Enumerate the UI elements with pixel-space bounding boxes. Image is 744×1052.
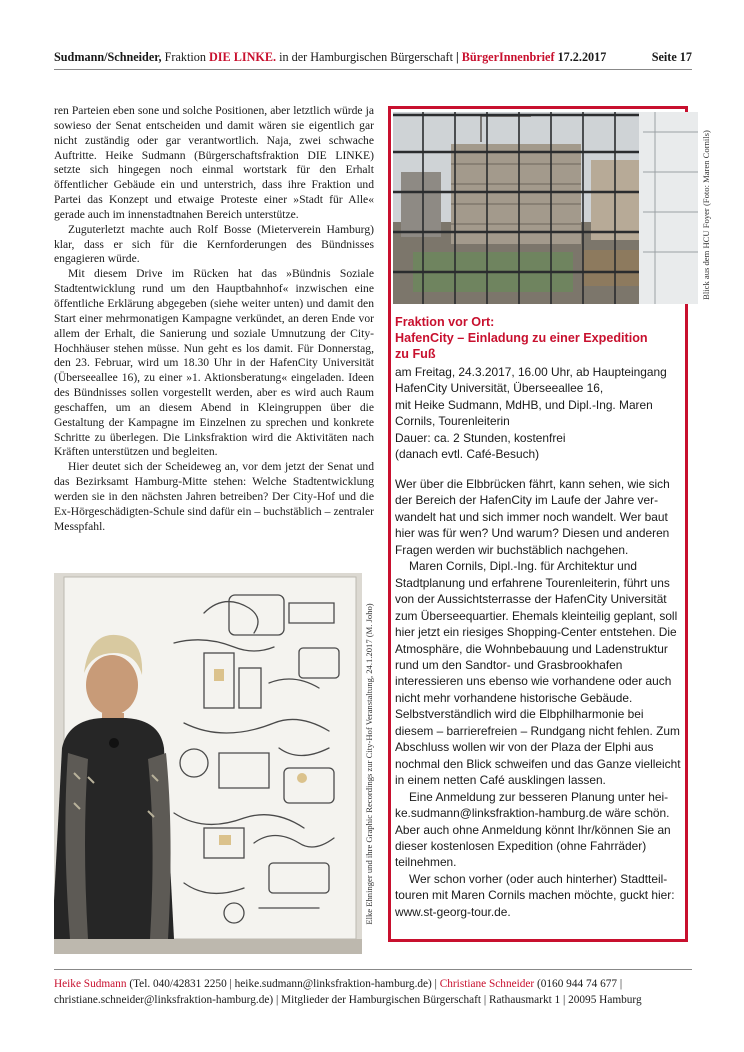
event-paragraph: Wer schon vorher (oder auch hinterher) Stadtteiltouren mit Maren Cornils machen möchte, guckt hier: www.st-georg-tour.de. — [395, 871, 675, 919]
event-paragraph: Maren Cornils, Dipl.-Ing. für Architektur und Stadtplanung und erfahrene Tourenleiterin, führt uns von der Aussichtsterrasse der HafenCity Universität zum Überseequartier. Ehemals kleinteilig geplant, soll hier jetzt ein riesiges Shopping-Center entstehen. Die Atmosphäre, die Wohnbebauung und Ladenstruktur rund um den Sandtor- und Grasbrookhafen interessieren uns ebenso wie vorhandene oder auch nicht mehr vorhandene historische Gebäude. Selbstverständlich wird die Elbphilharmonie bei diesem – barrierefreien – Rundgang nicht fehlen. Zum Abschluss wollen wir von der Plaza der Elphi aus nochmal den Blick schweifen und das Ganze vielleicht in einem netten Café ausklingen lassen. — [395, 559, 681, 788]
event-info-line: Dauer: ca. 2 Stunden, kostenfrei — [395, 430, 566, 445]
header-separator: | — [456, 50, 459, 64]
event-info-line: (danach evtl. Café-Besuch) — [395, 447, 540, 462]
event-info-line: mit Heike Sudmann, MdHB, und Dipl.-Ing. Maren — [395, 397, 653, 412]
event-paragraph: Eine Anmeldung zur besseren Planung unter heike.sudmann@linksfraktion-hamburg.de wäre schön. Aber auch ohne Anmeldung könnt Ihr/können Sie an dieser kostenlosen Expedition (ohne Fahrräder) teilnehmen. — [395, 789, 671, 870]
header-names: Sudmann/Schneider, — [54, 50, 162, 64]
event-title — [395, 314, 685, 363]
event-title-line: HafenCity – Einladung zu einer Expedition — [395, 331, 648, 346]
photo-bottom-caption: Elke Ehninger und ihre Graphic Recordings zur City-Hof Veranstaltung, 24.1.2017 (M. Joho) — [364, 602, 374, 925]
footer-name-schneider: Christiane Schneider — [439, 978, 535, 990]
graphic-recording-illustration — [54, 573, 362, 954]
photo-hafencity-view — [393, 112, 698, 304]
party-name: DIE LINKE. — [209, 50, 277, 64]
article-paragraph: Hier deutet sich der Scheideweg an, vor dem jetzt der Senat und das Bezirksamt Hamburg-Mitte stehen: Welche Stadtentwicklung werden sie in den nächsten Jahren betreiben? Der City-Hof und die Ex-Hörgeschädigten-Schule sind dafür ein – buchstäblich – zentraler Messpfahl. — [54, 460, 374, 533]
header-date: 17.2.2017 — [557, 50, 607, 64]
page-number: Seite 17 — [651, 50, 692, 64]
footer-name-sudmann: Heike Sudmann — [54, 978, 127, 990]
event-info-line: am Freitag, 24.3.2017, 16.00 Uhr, ab Haupteingang — [395, 365, 667, 379]
hafencity-construction-illustration — [393, 112, 698, 304]
article-paragraph: Zuguterletzt machte auch Rolf Bosse (Mieterverein Hamburg) klar, dass er sich für die Kernforderungen des Bündnisses engagieren würde. — [54, 222, 374, 266]
footer-contact-schneider: (0160 944 74 677 | — [537, 978, 623, 990]
header-fraktion: Fraktion — [164, 50, 206, 64]
event-info-line: HafenCity Universität, Überseeallee 16, — [395, 381, 604, 396]
event-title-line: Fraktion vor Ort: — [395, 315, 495, 329]
event-title-line: zu Fuß — [395, 347, 436, 362]
newsletter-name: BürgerInnenbrief — [461, 50, 555, 64]
header-parliament: in der Hamburgischen Bürgerschaft — [279, 50, 453, 64]
page-footer — [54, 976, 692, 1008]
photo-graphic-recording — [54, 573, 362, 954]
footer-line-1 — [54, 976, 692, 992]
page-header — [54, 50, 692, 70]
event-description — [395, 476, 685, 920]
event-info — [395, 364, 685, 463]
footer-contact-sudmann: (Tel. 040/42831 2250 | heike.sudmann@linksfraktion-hamburg.de) | — [129, 978, 437, 990]
photo-top-caption: Blick aus dem HCU Foyer (Foto: Maren Cornils) — [701, 130, 711, 300]
header-rule — [54, 69, 692, 70]
article-paragraph: Mit diesem Drive im Rücken hat das »Bündnis Soziale Stadtentwicklung rund um den Hauptbahnhof« inzwischen eine öffentliche Erklärung abgegeben (siehe weiter unten) und damit den Start einer mehrmonatigen Kampagne verkündet, an deren Ende vor allem der Erhalt, die Sanierung und soziale Umnutzung der City-Hochhäuser stehen müsse. Nun geht es los damit. Für Donnerstag, den 23. Februar, wird um 18.30 Uhr in der HafenCity Universität (Überseeallee 16), zu einer »1. Aktionsberatung« eingeladen. Ideen des Bündnisses sollen vorgestellt werden, aber es wird auch Raum geschaffen, um an diesem Abend in Kleingruppen über die Gestaltung der Kampagne im Einzelnen zu sprechen und konkrete Schritte zu überlegen. Die Linksfraktion wird die Aktivitäten nach Kräften unterstützen und begleiten. — [54, 267, 374, 459]
footer-rule — [54, 969, 692, 970]
article-paragraph: ren Parteien eben sone und solche Positionen, aber letztlich würde ja sowieso der Senat entscheiden und damit wären sie eigentlich gar nicht zuständig oder gar verantwortlich. Naja, zwei schwache Auftritte. Heike Sudmann (Bürgerschaftsfraktion DIE LINKE) setzte sich hingegen noch einmal wortstark für den Erhalt öffentlicher Gebäude ein und unterstrich, dass ihre Fraktion und Partei das Konzept und etwaige Proteste einer »Stadt für Alle« gerade auch im innenstadtnahen Bereich unterstütze. — [54, 104, 374, 221]
event-paragraph: Wer über die Elbbrücken fährt, kann sehen, wie sich der Bereich der HafenCity im Laufe der Jahre verwandelt hat und sich immer noch wandelt. Wer baut hier was für wen? Und warum? Diesen und anderen Fragen werden wir buchstäblich nachgehen. — [395, 477, 670, 557]
footer-line-2: christiane.schneider@linksfraktion-hamburg.de) | Mitglieder der Hamburgischen Bürgerschaft | Rathausmarkt 1 | 20095 Hamburg — [54, 994, 642, 1007]
event-info-line: Cornils, Tourenleiterin — [395, 414, 510, 429]
article-left-column — [54, 104, 374, 534]
